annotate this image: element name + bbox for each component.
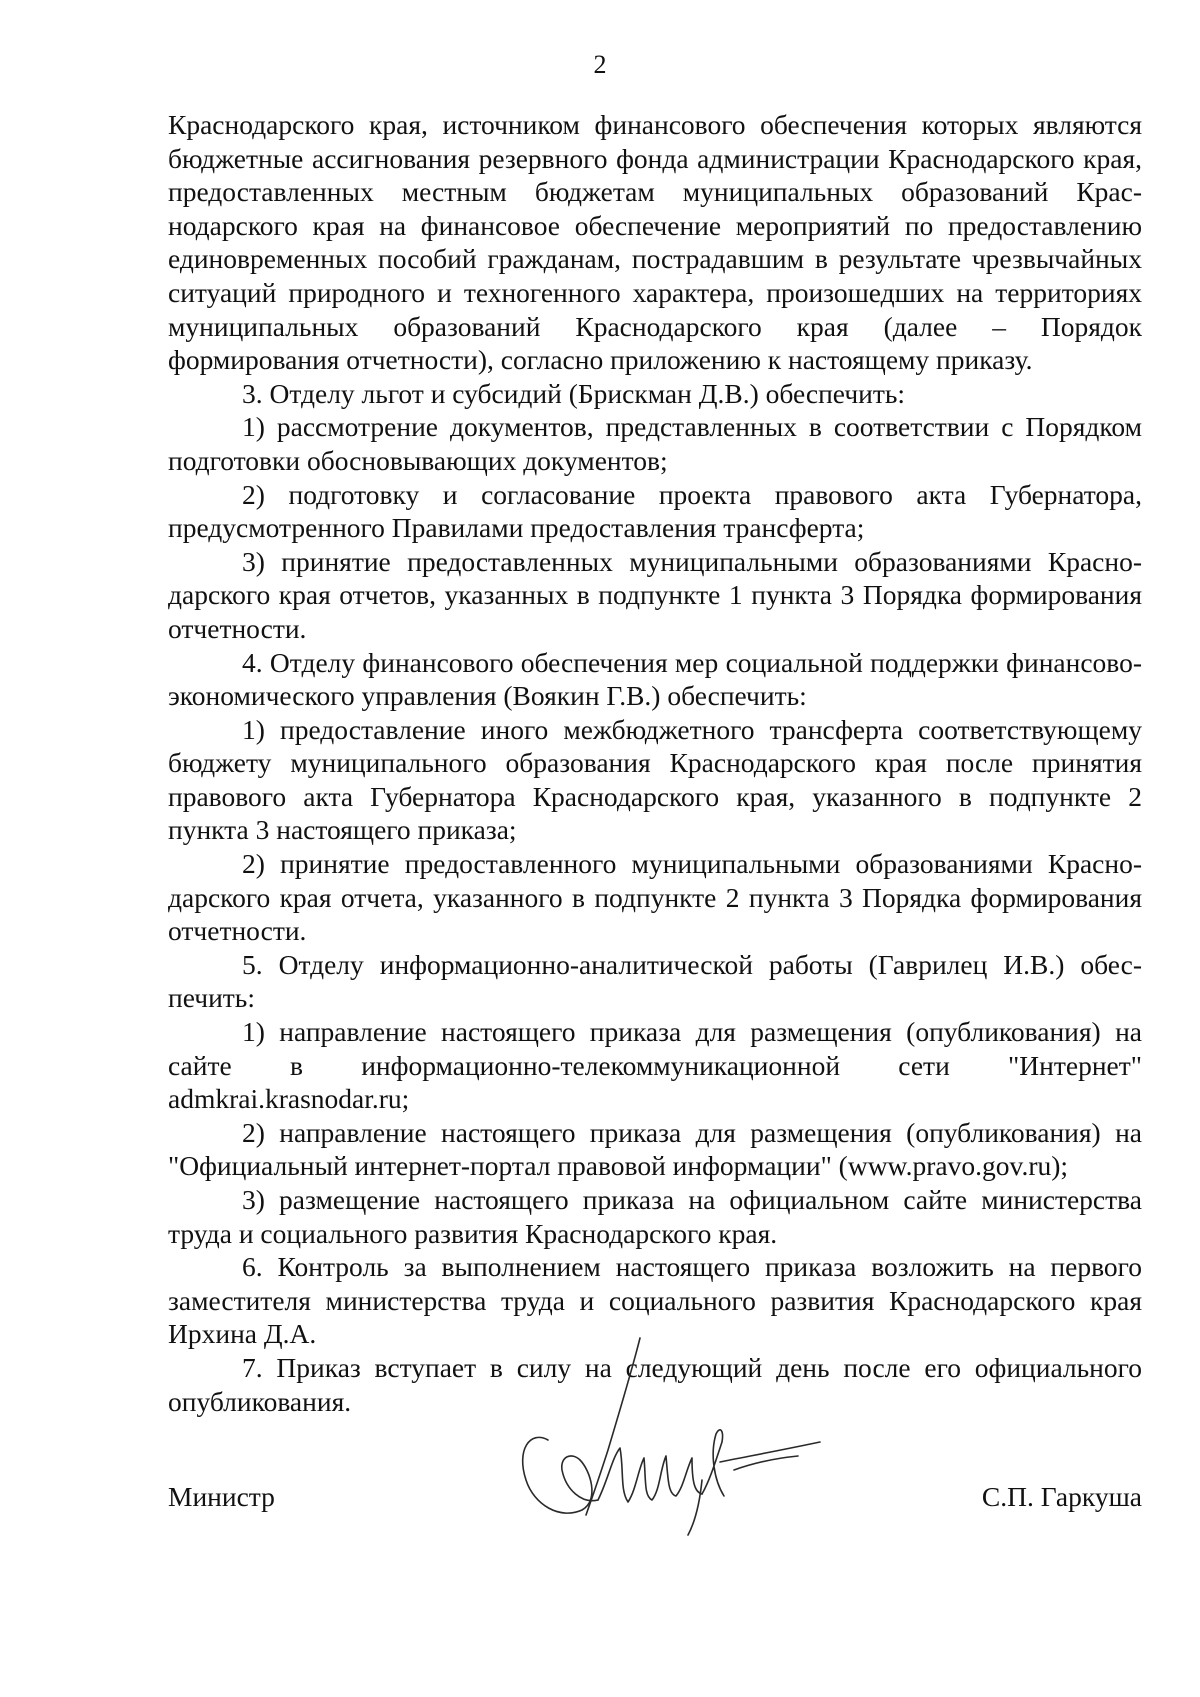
signatory-title: Министр bbox=[168, 1481, 275, 1512]
paragraph-item-7: 7. Приказ вступает в силу на следующий день после его официального опубликования. bbox=[168, 1351, 1142, 1417]
paragraph-continuation: Краснодарского края, источником финансового обеспечения которых являются бюджетные ассигнования резервного фонда администрации Краснодарского края, предоставленных местным бюджетам муниципальных образований Краснодарского края на финансовое обеспечение мероприятий по предоставлению единовременных пособий гражданам, пострадавшим в результате чрезвычайных ситуаций природного и техногенного характера, произошедших на территориях муниципальных образований Краснодарского края (далее – Порядок формирования отчетности), согласно приложению к настоящему приказу. bbox=[168, 109, 1142, 376]
paragraph-item-6: 6. Контроль за выполнением настоящего приказа возложить на первого заместителя министерства труда и социального развития Краснодарского края Ирхина Д.А. bbox=[168, 1251, 1142, 1350]
paragraph-item-4-1: 1) предоставление иного межбюджетного трансферта соответствующему бюджету муниципального образования Краснодарского края после принятия правового акта Губернатора Краснодарского края, указанного в подпункте 2 пункта 3 настоящего приказа; bbox=[168, 713, 1142, 846]
paragraph-item-5-2: 2) направление настоящего приказа для размещения (опубликования) на "Официальный интернет-портал правовой информации" (www.pravo.gov.ru); bbox=[168, 1116, 1142, 1182]
paragraph-item-3-2: 2) подготовку и согласование проекта правового акта Губернатора, предусмотренного Правилами предоставления трансферта; bbox=[168, 478, 1142, 544]
signature-block bbox=[168, 1480, 1142, 1560]
paragraph-item-4-2: 2) принятие предоставленного муниципальными образованиями Краснодарского края отчета, указанного в подпункте 2 пункта 3 Порядка формирования отчетности. bbox=[168, 848, 1142, 947]
paragraph-item-4: 4. Отделу финансового обеспечения мер социальной поддержки финансово-экономического управления (Воякин Г.В.) обеспечить: bbox=[168, 646, 1142, 712]
paragraph-item-5-3: 3) размещение настоящего приказа на официальном сайте министерства труда и социального развития Краснодарского края. bbox=[168, 1184, 1142, 1249]
paragraph-item-3-1: 1) рассмотрение документов, представленных в соответствии с Порядком подготовки обосновывающих документов; bbox=[168, 411, 1142, 476]
paragraph-item-3: 3. Отделу льгот и субсидий (Брискман Д.В.) обеспечить: bbox=[242, 377, 906, 409]
paragraph-item-3-3: 3) принятие предоставленных муниципальными образованиями Краснодарского края отчетов, указанных в подпункте 1 пункта 3 Порядка формирования отчетности. bbox=[168, 545, 1142, 644]
paragraph-item-5: 5. Отделу информационно-аналитической работы (Гаврилец И.В.) обеспечить: bbox=[168, 948, 1142, 1014]
document-body bbox=[168, 108, 1142, 1418]
page-number: 2 bbox=[593, 50, 607, 79]
paragraph-item-5-1: 1) направление настоящего приказа для размещения (опубликования) на сайте в информационно-телекоммуникационной сети "Интернет" admkrai.krasnodar.ru; bbox=[168, 1016, 1142, 1115]
signatory-name: С.П. Гаркуша bbox=[981, 1481, 1142, 1512]
